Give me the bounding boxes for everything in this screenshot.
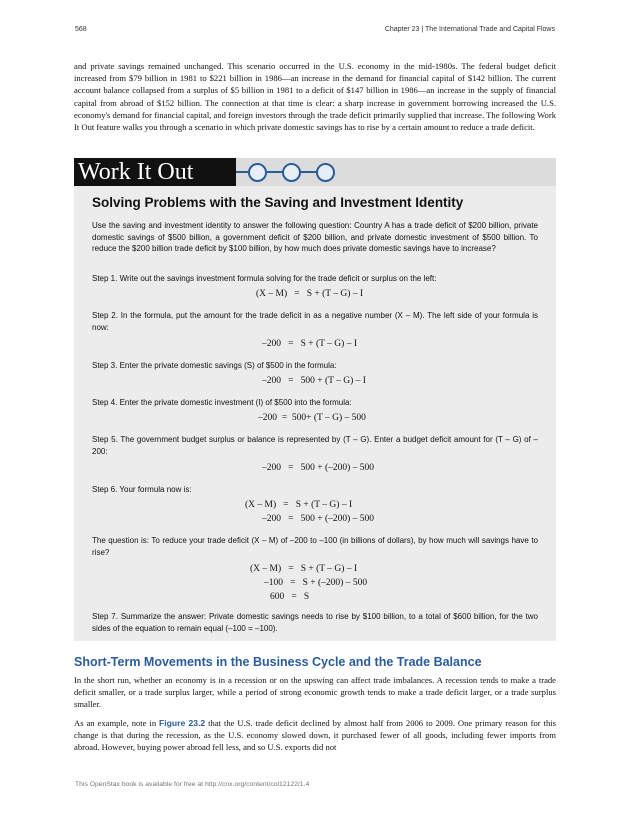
equation-7b: –100 = S + (–200) – 500 bbox=[264, 578, 368, 588]
equation-6a: (X – M) = S + (T – G) – I bbox=[245, 500, 353, 510]
figure-link[interactable]: Figure 23.2 bbox=[159, 718, 206, 728]
step-2: Step 2. In the formula, put the amount for the trade deficit in as a negative number (X – M). The left side of your formula is now: bbox=[92, 311, 538, 332]
paragraph-text: that the U.S. trade deficit declined by almost half from 2006 to 2009. One primary reason for this change is that during the recession, as the U.S. economy slowed down, it purchased fewer of all goods, including fewer imports from abroad. However, buying power abroad fell less, and so U.S. exports did not bbox=[74, 718, 556, 753]
step-7: Step 7. Summarize the answer: Private domestic savings needs to rise by $100 billion, to a total of $600 billion, for the two sides of the equation to remain equal (–100 = –100). bbox=[92, 612, 538, 633]
equation-6b: –200 = 500 + (–200) – 500 bbox=[262, 514, 375, 524]
section-paragraph-2 bbox=[74, 717, 556, 754]
equation-3: –200 = 500 + (T – G) – I bbox=[262, 376, 366, 386]
banner-circle-icon bbox=[316, 163, 335, 182]
question-2: The question is: To reduce your trade deficit (X – M) of –200 to –100 (in billions of dollars), by how much will savings have to rise? bbox=[92, 536, 538, 557]
intro-paragraph: and private savings remained unchanged. This scenario occurred in the U.S. economy in the mid-1980s. The federal budget deficit increased from $79 billion in 1981 to $221 billion in 1986—an increase in the demand for financial capital of $142 billion. The current account balance collapsed from a surplus of $5 billion in 1981 to a deficit of $147 billion in 1986—an increase in the supply of financial capital from abroad of $152 billion. The connection at that time is clear: a sharp increase in government borrowing increased the U.S. economy's demand for financial capital, and foreign investors through the trade deficit primarily supplied that increase. The following Work It Out feature walks you through a scenario in which private domestic savings has to rise by a certain amount to reduce a trade deficit. bbox=[74, 61, 556, 133]
equation-5: –200 = 500 + (–200) – 500 bbox=[262, 463, 375, 473]
step-6: Step 6. Your formula now is: bbox=[92, 485, 192, 494]
problem-question: Use the saving and investment identity to answer the following question: Country A has a trade deficit of $200 billion, private domestic savings of $500 billion, a government deficit of $200 billion, and private domestic investment of $500 billion. To reduce the $200 billion trade deficit by $100 billion, by how much does private domestic savings have to increase? bbox=[92, 221, 538, 254]
chapter-header: Chapter 23 | The International Trade and Capital Flows bbox=[384, 26, 555, 33]
banner-circle-icon bbox=[282, 163, 301, 182]
step-1: Step 1. Write out the savings investment formula solving for the trade deficit or surplus on the left: bbox=[92, 274, 437, 283]
work-it-out-label: Work It Out bbox=[74, 158, 236, 186]
section-heading: Short-Term Movements in the Business Cycle and the Trade Balance bbox=[74, 655, 482, 669]
step-4: Step 4. Enter the private domestic investment (I) of $500 into the formula: bbox=[92, 398, 352, 407]
work-it-out-banner bbox=[74, 158, 556, 186]
equation-1: (X – M) = S + (T – G) – I bbox=[256, 289, 364, 299]
equation-2: –200 = S + (T – G) – I bbox=[262, 339, 357, 349]
step-3: Step 3. Enter the private domestic savings (S) of $500 in the formula: bbox=[92, 361, 337, 370]
banner-circle-icon bbox=[248, 163, 267, 182]
paragraph-text: As an example, note in bbox=[74, 718, 160, 728]
footer-note: This OpenStax book is available for free at http://cnx.org/content/col12122/1.4 bbox=[75, 781, 310, 788]
equation-7a: (X – M) = S + (T – G) – I bbox=[250, 564, 358, 574]
section-paragraph-1: In the short run, whether an economy is in a recession or on the upswing can affect trade imbalances. A recession tends to make a trade deficit smaller, or a trade surplus larger, while a period of strong economic growth tends to make a trade deficit larger, or a trade surplus smaller. bbox=[74, 675, 556, 710]
page-number: 568 bbox=[75, 26, 87, 33]
equation-4: –200 = 500+ (T – G) – 500 bbox=[258, 413, 366, 423]
work-it-out-title: Solving Problems with the Saving and Investment Identity bbox=[92, 195, 464, 210]
equation-7c: 600 = S bbox=[270, 592, 310, 602]
step-5: Step 5. The government budget surplus or balance is represented by (T – G). Enter a budget deficit amount for (T – G) of –200: bbox=[92, 435, 538, 456]
